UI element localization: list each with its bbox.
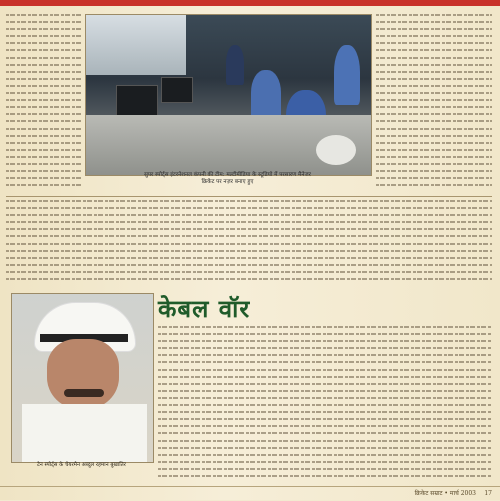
top-color-band — [0, 0, 500, 6]
control-room-caption: सुपर स्पोर्ट्स इंटरनेशनल कंपनी की टीम: मल्टीमीडिया के स्टूडियो में परसारण मैनेजर क्रिकेट पर नज़र बनाए हुए — [144, 172, 311, 185]
portrait-photo — [11, 293, 154, 463]
article-headline: केबल वॉर — [158, 295, 251, 323]
right-text-column — [376, 14, 492, 194]
control-room-photo — [85, 14, 372, 176]
article-body-text — [158, 326, 492, 482]
middle-text-block — [6, 200, 492, 288]
left-text-column — [6, 14, 82, 194]
section-divider — [6, 196, 492, 197]
page-footer — [0, 486, 500, 501]
portrait-caption: टेन स्पोर्ट्स के चेयरमैन अब्दुल रहमान बुखातिर — [37, 462, 126, 468]
page-number: 17 — [484, 490, 492, 497]
footer-publication: क्रिकेट सम्राट • मार्च 2003 — [414, 490, 476, 497]
